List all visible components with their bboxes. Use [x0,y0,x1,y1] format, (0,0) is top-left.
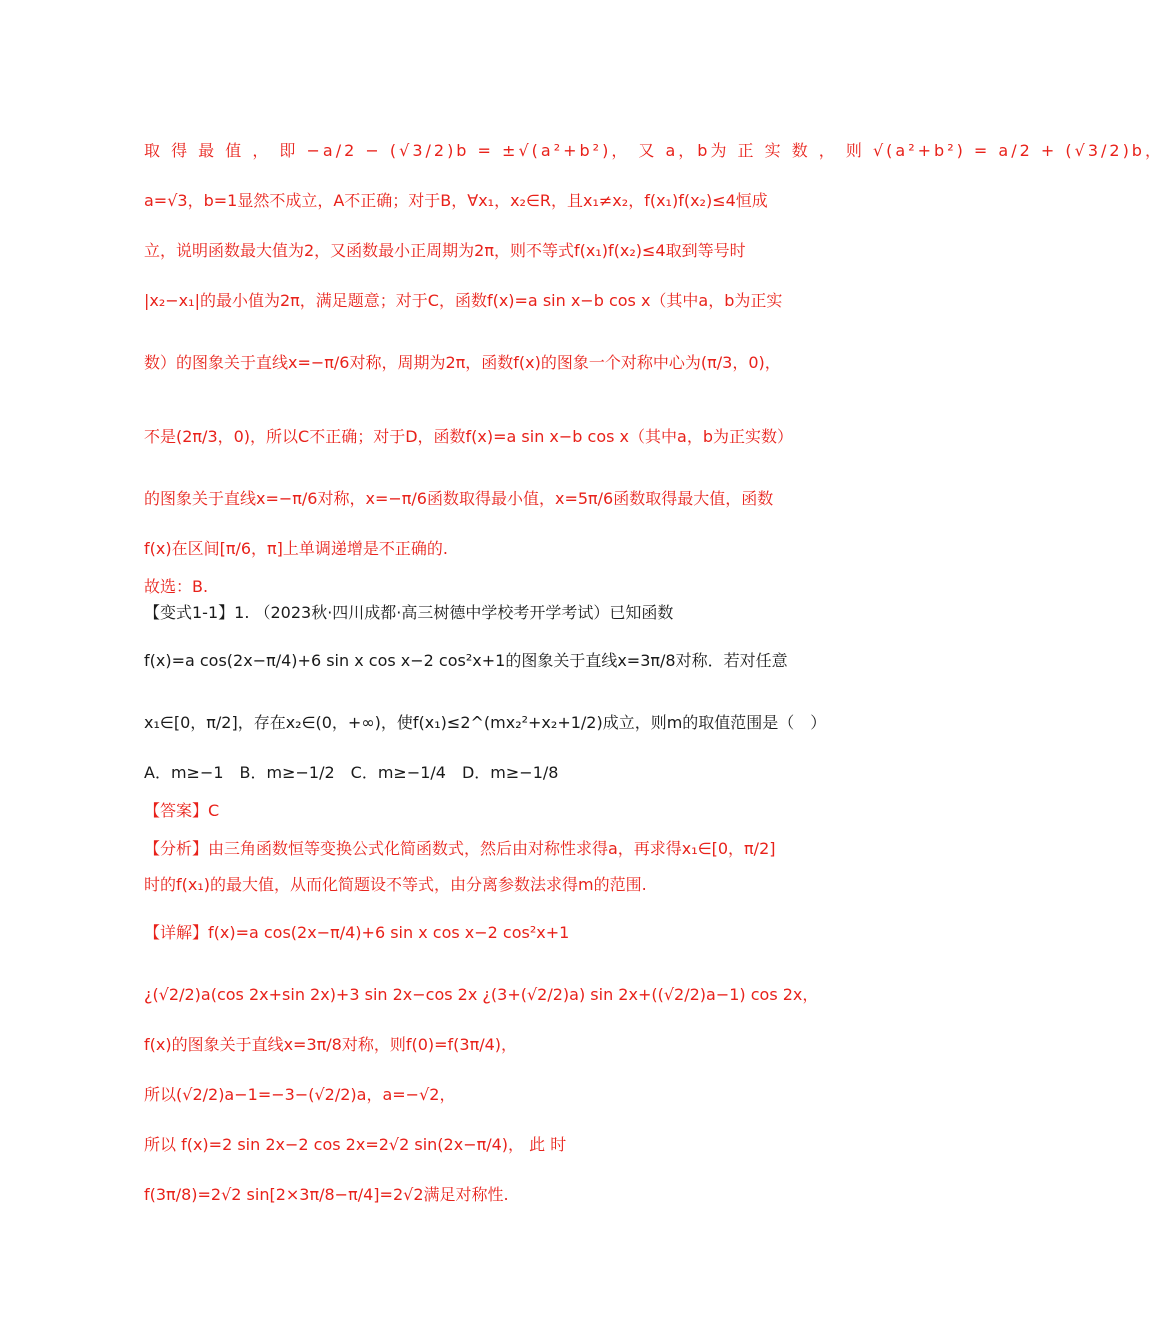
solution-line-1: 【详解】f(x)=a cos(2x−π/4)+6 sin x cos x−2 cos²x+1 [144,923,570,942]
solution-line-6: f(3π/8)=2√2 sin[2×3π/8−π/4]=2√2满足对称性. [144,1185,509,1204]
text-line-9: 故选：B. [144,577,209,596]
analysis-line-1: 【分析】由三角函数恒等变换公式化简函数式，然后由对称性求得a，再求得x₁∈[0，π/2] [144,839,776,858]
solution-line-2: ¿(√2/2)a(cos 2x+sin 2x)+3 sin 2x−cos 2x ¿(3+(√2/2)a) sin 2x+((√2/2)a−1) cos 2x， [144,985,819,1004]
solution-line-3: f(x)的图象关于直线x=3π/8对称，则f(0)=f(3π/4)， [144,1035,518,1054]
answer-options: A．m≥−1 B．m≥−1/2 C．m≥−1/4 D．m≥−1/8 [144,763,559,782]
text-line-7: 的图象关于直线x=−π/6对称，x=−π/6函数取得最小值，x=5π/6函数取得最大值，函数 [144,489,774,508]
text-line-8: f(x)在区间[π/6，π]上单调递增是不正确的. [144,539,448,558]
question-line-1: f(x)=a cos(2x−π/4)+6 sin x cos x−2 cos²x+1的图象关于直线x=3π/8对称．若对任意 [144,651,788,670]
answer-label: 【答案】C [144,801,220,820]
text-line-6: 不是(2π/3，0)，所以C不正确；对于D，函数f(x)=a sin x−b cos x（其中a，b为正实数） [144,427,793,446]
text-line-4: |x₂−x₁|的最小值为2π，满足题意；对于C，函数f(x)=a sin x−b cos x（其中a，b为正实 [144,291,783,310]
question-header: 【变式1-1】1. （2023秋·四川成都·高三树德中学校考开学考试）已知函数 [144,603,674,622]
text-line-1: 取 得 最 值 ， 即 −a/2 − (√3/2)b = ±√(a²+b²)， 又 a，b为 正 实 数 ， 则 √(a²+b²) = a/2 + (√3/2)b， [144,141,1164,160]
question-line-2: x₁∈[0，π/2]，存在x₂∈(0，+∞)，使f(x₁)≤2^(mx₂²+x₂+1/2)成立，则m的取值范围是（ ） [144,713,827,732]
text-line-5: 数）的图象关于直线x=−π/6对称，周期为2π，函数f(x)的图象一个对称中心为(π/3，0)， [144,353,781,372]
text-line-2: a=√3，b=1显然不成立，A不正确；对于B，∀x₁，x₂∈R，且x₁≠x₂，f(x₁)f(x₂)≤4恒成 [144,191,768,210]
solution-line-4: 所以(√2/2)a−1=−3−(√2/2)a，a=−√2， [144,1085,456,1104]
solution-line-5: 所以 f(x)=2 sin 2x−2 cos 2x=2√2 sin(2x−π/4)， 此 时 [144,1135,567,1154]
analysis-line-2: 时的f(x₁)的最大值，从而化简题设不等式，由分离参数法求得m的范围. [144,875,647,894]
text-line-3: 立，说明函数最大值为2，又函数最小正周期为2π，则不等式f(x₁)f(x₂)≤4取到等号时 [144,241,746,260]
